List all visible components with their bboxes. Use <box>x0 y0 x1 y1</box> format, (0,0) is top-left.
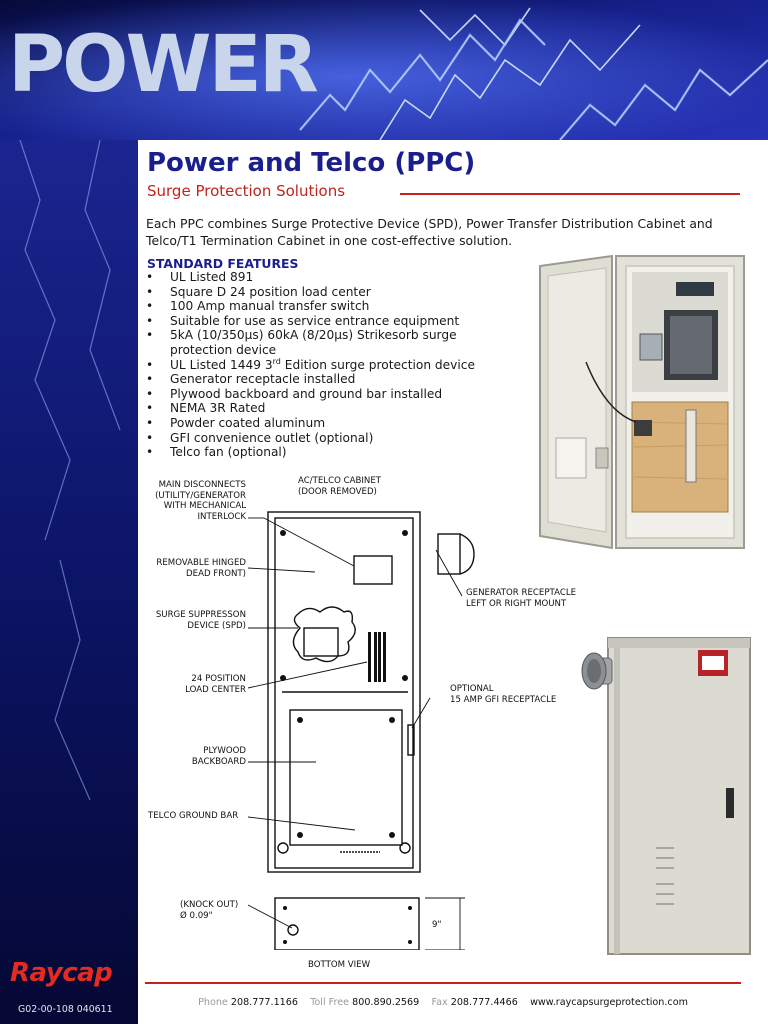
bullet-glyph: • <box>146 372 154 387</box>
fax-label: Fax <box>431 997 448 1008</box>
label-line: BACKBOARD <box>191 756 246 767</box>
footer-rule <box>145 982 741 984</box>
label-cabinet <box>298 476 381 497</box>
phone-number: 208.777.1166 <box>230 997 298 1008</box>
feature-text: 5kA (10/350μs) 60kA (8/20μs) Strikesorb surge <box>170 328 457 343</box>
label-line: (UTILITY/GENERATOR <box>155 490 246 501</box>
label-line: MAIN DISCONNECTS <box>158 480 246 490</box>
page-subtitle: Surge Protection Solutions <box>147 182 346 200</box>
feature-item <box>146 314 486 329</box>
bullet-glyph: • <box>146 284 154 299</box>
label-load-center <box>140 674 246 695</box>
feature-text: GFI convenience outlet (optional) <box>170 430 374 445</box>
feature-item <box>146 372 486 387</box>
tollfree-number: 800.890.2569 <box>352 997 420 1008</box>
label-line: DEVICE (SPD) <box>187 620 246 631</box>
feature-item <box>146 431 486 446</box>
bullet-glyph: • <box>146 430 154 445</box>
features-list <box>146 270 486 460</box>
bullet-glyph: • <box>146 299 154 314</box>
label-line: LOAD CENTER <box>185 684 246 695</box>
document-code: G02-00-108 040611 <box>18 1004 113 1015</box>
bullet-glyph: • <box>146 313 154 328</box>
label-plywood <box>140 746 246 767</box>
feature-text: Suitable for use as service entrance equipment <box>170 313 460 328</box>
label-line: GENERATOR RECEPTACLE <box>466 588 577 598</box>
label-line: AC/TELCO CABINET <box>298 476 382 486</box>
feature-text: UL Listed 1449 3 <box>170 357 273 372</box>
label-dead-front <box>140 558 246 579</box>
feature-text: Generator receptacle installed <box>170 372 356 387</box>
tollfree-label: Toll Free <box>310 997 350 1008</box>
bullet-glyph: • <box>146 401 154 416</box>
label-gfi <box>450 684 556 705</box>
label-line: 24 POSITION <box>191 674 246 684</box>
feature-item <box>146 401 486 416</box>
closed-cabinet-photo <box>574 636 754 958</box>
website-link[interactable]: www.raycapsurgeprotection.com <box>530 997 688 1008</box>
label-line: (KNOCK OUT) <box>180 900 239 910</box>
banner-word: POWER <box>8 20 316 110</box>
label-line: REMOVABLE HINGED <box>156 558 246 568</box>
label-main-disconnects <box>140 480 246 522</box>
label-line: SURGE SUPPRESSON <box>155 610 246 620</box>
feature-superscript: rd <box>272 356 281 366</box>
header-banner <box>0 0 768 140</box>
feature-text: Telco fan (optional) <box>170 445 287 460</box>
feature-item <box>146 285 486 300</box>
bullet-glyph: • <box>146 270 154 284</box>
label-dimension: 9" <box>432 920 442 930</box>
label-generator <box>466 588 576 609</box>
feature-text: UL Listed 891 <box>170 270 254 284</box>
feature-item-continuation <box>146 343 486 358</box>
feature-item <box>146 328 486 343</box>
label-line: 15 AMP GFI RECEPTACLE <box>450 694 557 705</box>
left-sidebar <box>0 140 138 1024</box>
feature-text: NEMA 3R Rated <box>170 401 266 416</box>
feature-text: Plywood backboard and ground bar installed <box>170 386 443 401</box>
label-line: INTERLOCK <box>197 511 246 522</box>
label-ground-bar: TELCO GROUND BAR <box>148 811 239 821</box>
feature-text: 100 Amp manual transfer switch <box>170 299 370 314</box>
bullet-glyph: • <box>146 386 154 401</box>
label-bottom-view: BOTTOM VIEW <box>308 960 371 970</box>
label-knockout <box>180 900 238 921</box>
footer-contact <box>145 997 741 1008</box>
feature-item <box>146 358 486 373</box>
feature-item <box>146 387 486 402</box>
phone-label: Phone <box>198 997 228 1008</box>
bullet-glyph: • <box>146 415 154 430</box>
raycap-logo: Raycap <box>10 958 113 988</box>
feature-item <box>146 270 486 285</box>
intro-paragraph: Each PPC combines Surge Protective Device (SPD), Power Transfer Distribution Cabinet and Telco/T1 Termination Cabinet in one cost-effective solution. <box>146 216 713 248</box>
subtitle-rule <box>400 193 740 195</box>
label-surge <box>140 610 246 631</box>
features-heading: STANDARD FEATURES <box>147 256 299 271</box>
feature-text: Square D 24 position load center <box>170 284 371 299</box>
feature-text: protection device <box>170 342 277 357</box>
feature-item <box>146 416 486 431</box>
fax-number: 208.777.4466 <box>450 997 518 1008</box>
page-title: Power and Telco (PPC) <box>147 148 476 178</box>
label-line: Ø 0.09" <box>180 910 213 921</box>
bullet-glyph: • <box>146 445 154 460</box>
sidebar-lightning-background <box>0 140 138 1024</box>
label-line: WITH MECHANICAL <box>163 501 246 511</box>
label-line: OPTIONAL <box>450 684 494 694</box>
label-line: PLYWOOD <box>203 746 246 756</box>
label-line: LEFT OR RIGHT MOUNT <box>466 598 567 609</box>
feature-text: Powder coated aluminum <box>170 415 326 430</box>
label-line: DEAD FRONT) <box>186 568 246 579</box>
cabinet-diagram <box>140 470 590 950</box>
feature-item <box>146 445 486 460</box>
bullet-glyph: • <box>146 328 154 343</box>
feature-item <box>146 299 486 314</box>
label-line: (DOOR REMOVED) <box>298 486 377 497</box>
bullet-glyph: • <box>146 357 154 372</box>
feature-text: Edition surge protection device <box>280 357 475 372</box>
